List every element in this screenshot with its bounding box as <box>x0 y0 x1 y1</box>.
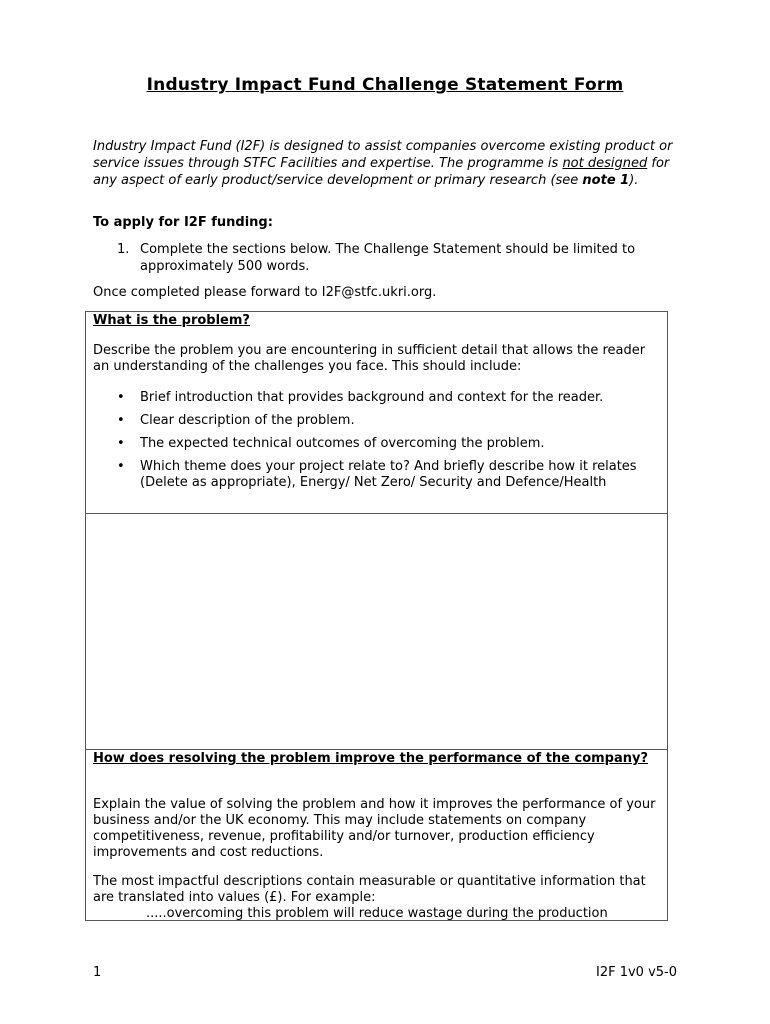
list-item <box>93 436 653 452</box>
list-item <box>93 459 653 491</box>
step-number: 1. <box>117 242 130 257</box>
performance-example: .....overcoming this problem will reduce wastage during the production <box>146 906 608 921</box>
steps-list <box>93 241 683 275</box>
intro-paragraph <box>93 138 683 189</box>
intro-text-1: Industry Impact Fund (I2F) is designed to assist companies overcome existing product or service issues through STFC Facilities and expertise. The programme is <box>93 139 673 171</box>
page-title: Industry Impact Fund Challenge Statement Form <box>146 75 624 95</box>
forward-instructions: Once completed please forward to I2F@stfc.ukri.org. <box>93 285 437 300</box>
performance-section <box>85 749 668 921</box>
problem-description: Describe the problem you are encountering in sufficient detail that allows the reader an understanding of the challenges you face. This should include: <box>93 343 646 374</box>
problem-bullets <box>93 390 653 498</box>
bullet-icon: • <box>117 413 125 428</box>
intro-underlined: not designed <box>562 156 648 171</box>
bullet-text: Brief introduction that provides background and context for the reader. <box>140 390 604 405</box>
list-item <box>93 390 653 406</box>
intro-text-2: for any aspect of early product/service development or primary research (see <box>93 156 670 188</box>
performance-para-1: Explain the value of solving the problem and how it improves the performance of your business and/or the UK economy. This may include statements on company competitiveness, revenue, profitability and/or turnover, production efficiency improvements and cost reductions. <box>93 797 656 860</box>
bullet-icon: • <box>117 390 125 405</box>
apply-heading: To apply for I2F funding: <box>93 215 273 230</box>
bullet-text: The expected technical outcomes of overcoming the problem. <box>140 436 545 451</box>
bullet-text: Clear description of the problem. <box>140 413 355 428</box>
performance-heading: How does resolving the problem improve the performance of the company? <box>93 751 649 766</box>
bullet-icon: • <box>117 459 125 474</box>
version-label: I2F 1v0 v5-0 <box>595 965 677 980</box>
bullet-text: Which theme does your project relate to? And briefly describe how it relates (Delete as appropriate), Energy/ Net Zero/ Security and Defence/Health <box>140 459 637 490</box>
step-text: Complete the sections below. The Challenge Statement should be limited to approximately 500 words. <box>140 242 636 274</box>
page-number: 1 <box>93 965 102 980</box>
step-item <box>93 241 683 275</box>
intro-text-3: ). <box>629 173 639 188</box>
intro-note-ref: note 1 <box>582 173 630 188</box>
performance-para-2: The most impactful descriptions contain measurable or quantitative information that are translated into values (£). For example: <box>93 874 646 905</box>
list-item <box>93 413 653 429</box>
problem-heading: What is the problem? <box>93 313 250 328</box>
problem-section <box>85 311 668 514</box>
problem-answer-box[interactable] <box>85 513 668 750</box>
bullet-icon: • <box>117 436 125 451</box>
